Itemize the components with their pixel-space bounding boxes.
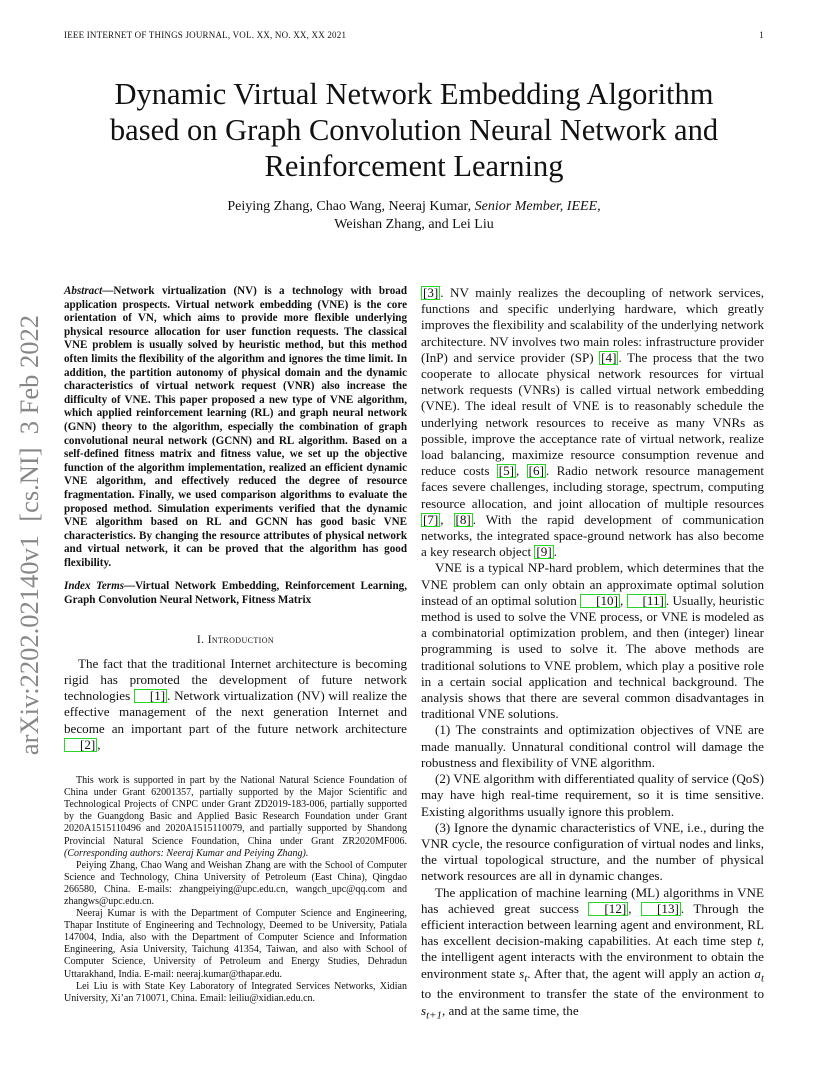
index-terms — [64, 580, 407, 607]
body-paragraph: [3] . NV mainly realizes the decoupling of network services, functions and specific underlying hardware, which greatly improves the flexibility and scalability of the underlying network architecture. NV involves two main roles: infrastructure provider (InP) and service provider (SP) [4] . The process that the two cooperate to allocate physical network resources for virtual network requests (VNRs) is called virtual network embedding (VNE). The ideal result of VNE is to reasonably schedule the underlying network resources to receive as many VNRs as possible, improve the acceptance rate of virtual network, realize load balancing, maximize resource consumption revenue and reduce costs [5] , [6] . Radio network resource management faces severe challenges, including storage, spectrum, computing resource allocation, and joint allocation of multiple resources [7] , [8] . With the rapid development of communication networks, the integrated space-ground network has also become a key research object [9] . — [421, 285, 765, 560]
math-symbol: t — [757, 933, 761, 949]
citation-link[interactable]: [11] — [627, 594, 666, 608]
left-column — [64, 285, 407, 1005]
title-line-1: Dynamic Virtual Network Embedding Algorithm — [114, 77, 714, 111]
intro-paragraph: The fact that the traditional Internet architecture is becoming rigid has promoted the development of future network technologies [1] . Network virtualization (NV) will realize the effective management of the next generation Internet and become an important part of the future network architecture [2] , — [64, 655, 407, 752]
citation-link[interactable]: [6] — [528, 463, 544, 479]
citation-link[interactable]: [10] — [580, 594, 620, 608]
citation-link[interactable]: [12] — [588, 902, 628, 916]
body-paragraph: The application of machine learning (ML) algorithms in VNE has achieved great success [12] , [13] . Through the efficient interaction between learning agent and environment, RL has excellent decision-making capabilities. At each time step t, the intelligent agent interacts with the environment to obtain the environment state $s_t$. After that, the agent will apply an action $a_t$ to the environment to transfer the state of the environment to $s_{t+1}$, and at the same time, the — [421, 884, 764, 1022]
citation-link[interactable]: [5] — [498, 463, 515, 479]
body-paragraph: (1) The constraints and optimization objectives of VNE are made manually. Unnatural conditional control will damage the robustness and flexibility of VNE algorithm. — [421, 722, 764, 770]
citation-link[interactable]: [13] — [641, 902, 681, 916]
math-symbol: s — [519, 965, 525, 981]
paper-title — [64, 76, 764, 184]
abstract-text: —Network virtualization (NV) is a technology with broad application prospects. Virtual network embedding (VNE) is the core orientation of VN, which aims to provide more flexible underlying physical resource allocation for user function requests. The classical VNE problem is usually solved by heuristic method, but this method often limits the flexibility of the algorithm and ignores the time limit. In addition, the partition autonomy of physical domain and the dynamic characteristics of virtual network request (VNR) also increase the difficulty of VNE. This paper proposed a new type of VNE algorithm, which applied reinforcement learning (RL) and graph neural network (GNN) theory to the algorithm, especially the combination of graph convolutional neural network (GCNN) and RL algorithm. Based on a self-defined fitness matrix and fitness value, we set up the objective function of the algorithm implementation, realized an efficient dynamic VNE algorithm, and effectively reduced the degree of resource fragmentation. Finally, we used comparison algorithms to evaluate the proposed method. Simulation experiments verified that the dynamic VNE algorithm based on RL and GCNN has good basic VNE characteristics. By changing the resource attributes of physical network and virtual network, it can be proved that the algorithm has good flexibility. — [64, 285, 407, 569]
footnotes — [64, 775, 407, 1005]
author-list — [64, 198, 764, 234]
section-title: Introduction — [207, 633, 275, 646]
journal-name: IEEE INTERNET OF THINGS JOURNAL, VOL. XX, NO. XX, XX 2021 — [64, 30, 347, 40]
section-heading — [64, 632, 407, 648]
affiliation-footnote: Neeraj Kumar is with the Department of Computer Science and Engineering, Thapar Institute of Engineering and Technology, Deemed to be University, Patiala 147004, India, also with the Department of Computer Science and Information Engineering, Asia University, Taichung 41354, Taiwan, and also with School of Computer Science, University of Petroleum and Energy Studies, Dehradun Uttarakhand, India. E-mail: neeraj.kumar@thapar.edu. — [64, 908, 407, 980]
citation-link[interactable]: [9] — [536, 544, 552, 560]
funding-footnote: This work is supported in part by the National Natural Science Foundation of China under Grant 62001357, partially supported by the Major Scientific and Technological Projects of CNPC under Grant ZD2019-183-006, partially supported by the Guangdong Basic and Applied Basic Research Foundation under Grant 2020A1515110496 and 2020A1515110079, and partially supported by Shandong Provincial Natural Science Foundation, China under Grant ZR2020MF006. (Corresponding authors: Neeraj Kumar and Peiying Zhang). — [64, 775, 407, 859]
section-number: I. — [196, 633, 205, 646]
index-terms-text: —Virtual Network Embedding, Reinforcement Learning, Graph Convolution Neural Network, Fitness Matrix — [64, 580, 407, 607]
math-symbol: a — [754, 965, 761, 981]
citation-link[interactable]: [8] — [455, 511, 471, 527]
citation-link[interactable]: [7] — [423, 511, 439, 527]
body-paragraph: (3) Ignore the dynamic characteristics of VNE, i.e., during the VNR cycle, the resource configuration of virtual nodes and links, the virtual topological structure, and the number of physical network resources are all in dynamic changes. — [421, 819, 764, 884]
author-names-2: Weishan Zhang, and Lei Liu — [334, 217, 494, 232]
affiliation-footnote: Lei Liu is with State Key Laboratory of Integrated Services Networks, Xidian University, Xi’an 710071, China. Email: leiliu@xidian.edu.cn. — [64, 980, 407, 1004]
abstract-label: Abstract — [64, 285, 103, 297]
math-symbol: s — [421, 1002, 427, 1018]
right-column — [421, 285, 764, 1023]
arxiv-sidebar — [4, 300, 56, 770]
body-paragraph: (2) VNE algorithm with differentiated quality of service (QoS) may have high real-time requirement, so it is time sensitive. Existing algorithms usually ignore this problem. — [421, 771, 764, 819]
citation-link[interactable]: [2] — [64, 738, 97, 752]
running-header — [64, 30, 764, 40]
body-paragraph: VNE is a typical NP-hard problem, which determines that the VNE problem can only obtain an approximate optimal solution instead of an optimal solution [10] , [11] . Usually, heuristic method is used to solve the VNE process, or VNE is modeled as a combinatorial optimization problem, and then (integer) linear programming is used to solve it. The above methods are traditional solutions to VNE problem, which play a positive role in a certain social application and technical background. The analysis shows that there are several common disadvantages in traditional VNE solutions. — [421, 560, 765, 722]
author-names: Peiying Zhang, Chao Wang, Neeraj Kumar, — [227, 199, 472, 214]
title-line-2: based on Graph Convolution Neural Network and — [109, 113, 719, 147]
index-terms-label: Index Terms — [64, 580, 125, 593]
page-number: 1 — [759, 30, 764, 40]
arxiv-id: arXiv:2202.02140v1 [cs.NI] 3 Feb 2022 — [14, 314, 44, 756]
citation-link[interactable]: [3] — [423, 285, 439, 300]
title-line-3: Reinforcement Learning — [264, 149, 564, 183]
citation-link[interactable]: [1] — [134, 689, 167, 703]
author-role: Senior Member, IEEE, — [474, 199, 601, 214]
abstract — [64, 285, 407, 570]
citation-link[interactable]: [4] — [601, 349, 617, 365]
affiliation-footnote: Peiying Zhang, Chao Wang and Weishan Zhang are with the School of Computer Science and Technology, China University of Petroleum (East China), Qingdao 266580, China. E-mails: zhangpeiying@upc.edu.cn, wangch_upc@qq.com and zhangws@upc.edu.cn. — [64, 859, 407, 908]
